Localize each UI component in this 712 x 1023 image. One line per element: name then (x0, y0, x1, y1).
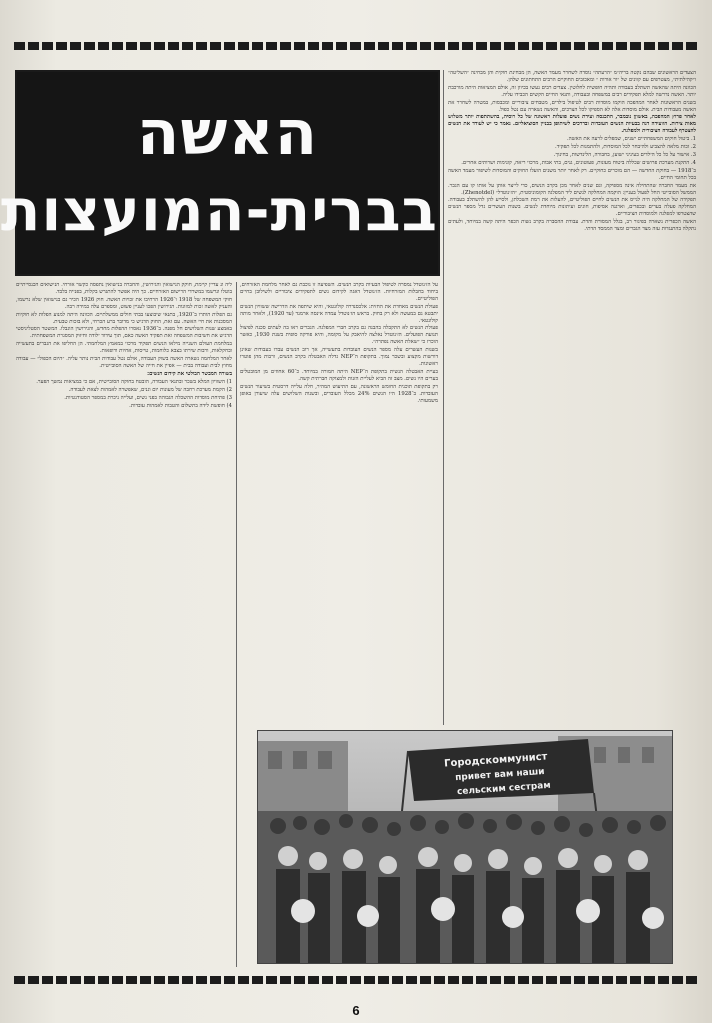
border-dash (588, 976, 599, 984)
border-dash (392, 976, 403, 984)
paragraph: רק בתקופת תוכנית החומש הראשונה, עם התיעוש המהיר, חלה עלייה דרסטית בשיעור הנשים העובדות. ב־1928 היו הנשים 24% מכלל העובדים, ובשנות השלושים עלה שיעורן באופן משמעותי. (240, 383, 438, 404)
column-divider (443, 70, 444, 725)
border-dash (56, 976, 67, 984)
border-dash (378, 42, 389, 50)
paragraph: על הז׳נוטדל נמסרה לטיפול הבעיות בקרב הנשים. השפיעה זו נוכבת גם לאחר מלחמת האזרחים, ביחוד בחבלות המזרחיות. הז׳נוטדל דאגה לקידום נשים לתפקידים ציבוריים ולשילובן בחיים הפוליטיים. (240, 282, 438, 302)
banner-text-3: сельским сестрам (456, 780, 552, 798)
border-dash (420, 976, 431, 984)
border-dash (350, 976, 361, 984)
paragraph: בשנות העשרים עלה מספר הנשים העובדות בתעשייה, אך רוב הנשים עבדו בעבודות שאינן דורשות מקצוע ובשכר נמוך. בתקופת ה־NEP גדלה האבטלה בקרב הנשים, ורבות מהן פוטרו ראשונות. (240, 347, 438, 367)
border-dash (490, 42, 501, 50)
border-dash (112, 42, 123, 50)
border-dash (504, 976, 515, 984)
border-dash (546, 42, 557, 50)
border-dash (294, 976, 305, 984)
border-dash (56, 42, 67, 50)
border-dash (168, 976, 179, 984)
border-dash (98, 42, 109, 50)
paragraph: את מעמד החברה שהתחילה אינה מספיקה, וגם שנים לאחר מכן בקרב הנשים, כדי לייצר אותן על אותו קו עם הגבר. הממשל הסובייטי החל לפעול בעניין: הוקמה המחלקה לנשים ליד המפלגה הקומוניסטית, ״הז׳נוטדל״ (Zhenotdel). (448, 182, 696, 196)
paragraph: בעיית האבטלה הנשית בתקופת ה־NEP היתה חמורה במיוחד. כ־60 אחוזים מן המובטלים בערים היו נשים. מצב זה הביא לעליית הזנות ולמצוקה חברתית קשה. (240, 368, 438, 382)
top-border (14, 42, 698, 50)
paragraph: לאחר המלחמה נשארה האשה בשוק העבודה, אולם נטל עבודות הבית נותר עליה. ״היום הכפול״ — עבודה מחוץ לבית ועבודה בבית — אפיין את חייה של האשה הסובייטית. (16, 356, 232, 369)
border-dash (616, 976, 627, 984)
border-dash (630, 42, 641, 50)
border-dash (42, 42, 53, 50)
column-divider (236, 282, 237, 967)
border-dash (364, 976, 375, 984)
border-dash (70, 976, 81, 984)
paragraph: באמצע שנות השלושים חל מפנה. ב־1936 נאסרו ההפלות מחדש, והגירושין הוגבלו. המשטר הסטליניסטי הדגיש את חשיבות המשפחה ואת תפקיד האשה כאם, תוך עידוד ילודה וחיזוק המסגרת המשפחתית. (16, 326, 232, 340)
list-item: 3. אישור על כל כל הילדים בעיניני ישוען, בחבורה, הלינדשות, בחינוך. (553, 151, 696, 158)
border-dash (280, 42, 291, 50)
border-dash (280, 976, 291, 984)
border-dash (476, 976, 487, 984)
border-dash (238, 42, 249, 50)
paragraph: גם הפלות הותרו ב־1920, בתנאי שיבוצעו בבתי חולים ממשלתיים. הכוונה היתה למנוע הפלות לא חוקיות המסכנות את חיי האשה. עם זאת, החוק הדגיש כי מדובר ברע הכרחי, ולא בזכות טבעית. (16, 311, 232, 325)
border-dash (84, 42, 95, 50)
border-dash (392, 42, 403, 50)
article-column-right-lower (448, 560, 696, 725)
paragraph: בשנים הראשונות לאחר המהפכה הוקמו מוסדות רבים לטיפול בילדים, מטבחים ציבוריים ומכבסות, במטרה לשחרר את האשה מעבודות הבית. אולם מוסדות אלה לא הספיקו לכל הצרכים, והאשה נשארה עם נטל כפול. (448, 99, 696, 113)
border-dash (686, 976, 697, 984)
border-dash (140, 976, 151, 984)
border-dash (434, 42, 445, 50)
border-dash (518, 976, 529, 984)
border-dash (434, 976, 445, 984)
border-dash (364, 42, 375, 50)
border-dash (112, 976, 123, 984)
border-dash (126, 42, 137, 50)
border-dash (672, 42, 683, 50)
border-dash (126, 976, 137, 984)
list-item: 2) הקמת מערכת רחבה של מעונות יום וגנים, שאפשרה לאמהות לצאת לעבודה. (68, 386, 232, 393)
border-dash (616, 42, 627, 50)
headline-line-1: האשה (136, 96, 319, 169)
border-dash (588, 42, 599, 50)
border-dash (154, 42, 165, 50)
border-dash (308, 42, 319, 50)
border-dash (210, 42, 221, 50)
border-dash (448, 42, 459, 50)
border-dash (490, 976, 501, 984)
border-dash (672, 976, 683, 984)
list-item: 3) פתיחת מוסדות ההשכלה הגבוהה בפני נשים, ועלייה ניכרת במספר הסטודנטיות. (64, 394, 232, 401)
border-dash (532, 976, 543, 984)
paragraph: ליה ונ עדיין קיימת, חוקק הנישואין והגירושין, והחברה בנישואין נתפסה כקשר אזרחי. הנישואים הכנסייתיים בוטלו ונרשמו במשרדי הרישום האזרחיים. כך היה אפשר להתגרש בקלות, בפנייה בלבד. (16, 282, 232, 295)
border-dash (252, 976, 263, 984)
border-dash (532, 42, 543, 50)
border-dash (98, 976, 109, 984)
border-dash (336, 976, 347, 984)
border-dash (406, 976, 417, 984)
border-dash (462, 42, 473, 50)
border-dash (154, 976, 165, 984)
border-dash (14, 42, 25, 50)
border-dash (196, 976, 207, 984)
border-dash (182, 42, 193, 50)
border-dash (42, 976, 53, 984)
border-dash (518, 42, 529, 50)
border-dash (224, 976, 235, 984)
list-item: 4. התקנת מערכת פרושים שכללה ביטוח מעונות, פעוטונים, גנים, בתי אבות, מרכזי ריאה, קונימות ושרותים אחרים. (461, 159, 696, 166)
border-dash (182, 976, 193, 984)
border-dash (168, 42, 179, 50)
border-dash (602, 42, 613, 50)
border-dash (28, 976, 39, 984)
border-dash (14, 976, 25, 984)
list-item: 4) חופשת לידה בתשלום והטבות לאמהות עובדות. (129, 402, 232, 409)
crowd-demonstration-image (258, 731, 672, 963)
border-dash (84, 976, 95, 984)
list-item: 1) השוויון המלא בשכר ובתנאי העבודה, הובטח בחוקה הסובייטית, אם כי במציאות נמשך הפער. (36, 378, 232, 385)
border-dash (196, 42, 207, 50)
border-dash (322, 42, 333, 50)
border-dash (504, 42, 515, 50)
historical-photo (257, 730, 673, 964)
border-dash (644, 976, 655, 984)
border-dash (70, 42, 81, 50)
paragraph: פעולת הנשים מאחדת את החזית: אלכסנדרה קולונטאי, והיא שיתפה את הדרישה ששוויון הנשים יתבטא גם במעשה ולא רק בחוק. בראש הז׳נוטדל עמדה אינסה ארמנד (עד 1920), ולאחר מותה קולונטאי. (240, 303, 438, 324)
border-dash (140, 42, 151, 50)
paragraph: במלחמת העולם השנייה מילאו הנשים תפקיד מרכזי במאמץ המלחמתי. הן החליפו את הגברים בתעשייה ובחקלאות, ורבות שירתו בצבא כלוחמות, טייסות, אחיות ורופאות. (16, 341, 232, 355)
list-item: 2. זכות מלאה להצביע ולהיבחר לכל המוסדות, ולהתמנות לכל תפקיד. (555, 144, 696, 151)
border-dash (602, 976, 613, 984)
border-dash (322, 976, 333, 984)
border-dash (28, 42, 39, 50)
border-dash (560, 976, 571, 984)
border-dash (350, 42, 361, 50)
border-dash (630, 976, 641, 984)
article-column-left (16, 282, 232, 967)
border-dash (210, 976, 221, 984)
headline-line-2: בברית-המועצות (0, 176, 438, 244)
border-dash (644, 42, 655, 50)
border-dash (378, 976, 389, 984)
list-item: 1. ביטול חוקים המשפחתיים ישנים, שמפלים לרעה את האשה. (567, 136, 696, 143)
border-dash (294, 42, 305, 50)
border-dash (224, 42, 235, 50)
border-dash (574, 976, 585, 984)
border-dash (266, 42, 277, 50)
paragraph: הצעדים הראשונים שבהם נקטה בריה״מ ״הרעתה״ נוסדה לשחרר מעמד האשה, הן מבחינת חוקית והן מבחינה ״השליטה״ ו״קהילתית״, מצטרפים עם קוונים של ״ור אורות ״ ומאכזבים החוקיים הרבים התחתונים שלהן. (448, 70, 696, 83)
border-dash (546, 976, 557, 984)
headline-box (0, 72, 438, 274)
paragraph: חוקי המשפחה של 1918 ו־1926 הרחיבו את זכויות האשה. חוק 1926 הכיר גם בנישואין שלא נרשמו, והעניק לאשה זכות למזונות. הגירושין הפכו לעניין פשוט, ומספרם עלה במידה רבה. (16, 296, 232, 310)
paragraph: לאחר פרוץ המהפכה, באשוןן נובמבר, התכנסה ועידת נשים פועלות ראשונה של כל רוסיה, בהשתתפות יותר משלוש מאות צירות. הוועידה דנה בבעיות הנשים העובדות ובדרכים לשיתופן בבניין הסוציאליזם. נאמר כי יש לעודד את הנשים להצטרף לעבודה הציבורית ולמפלגה. (448, 114, 696, 135)
border-dash (574, 42, 585, 50)
list-title: בשורה המבשר הבולטי את קידום הנשים: (147, 370, 232, 377)
border-dash (406, 42, 417, 50)
border-dash (336, 42, 347, 50)
border-dash (266, 976, 277, 984)
border-dash (462, 976, 473, 984)
page-number: 6 (352, 1003, 360, 1018)
border-dash (448, 976, 459, 984)
paragraph: האשה הכפרית נשארה בפיגור רב, בגלל המסורת והדת. עבודת ההסברה בקרב נשות הכפר היתה קשה במיוחד, ולעתים נתקלה בהתנגדות עזה מצד הגברים ומצד הממסד הדתי. (448, 219, 696, 233)
border-dash (560, 42, 571, 50)
article-column-middle (240, 282, 438, 722)
border-dash (238, 976, 249, 984)
paragraph: פעולת הנשים לא התקבלה בהבנה גם בקרב חברי המפלגה. הגברים ראו בה לעתים סכנה לפיצול תנועת הפועלים. הז׳נוטדל נאלצה להיאבק על מקומה, והיא פורקה סופית בשנת 1930, כאשר הוכרז כי ״שאלת האשה נפתרה״. (240, 325, 438, 346)
banner-text-2: привет вам наши (454, 766, 545, 784)
border-dash (252, 42, 263, 50)
border-dash (658, 42, 669, 50)
paragraph: תפקידה של המחלקה היה לגייס את הנשים לחיים הפוליטיים, להעלות את רמת השכלתן, ולסייע להן להשתלב בעבודה. המחלקה פעלה בערים ובכפרים, וארגנה אסיפות, חוגים ועיתונות מיוחדת לנשים. בשנות העשרים גדל מספר הנשים שהצטרפו למפלגה ולמוסדות הציבוריים. (448, 197, 696, 218)
border-dash (420, 42, 431, 50)
border-dash (686, 42, 697, 50)
border-dash (308, 976, 319, 984)
border-dash (476, 42, 487, 50)
bottom-border (14, 976, 698, 984)
banner-text-1: Городскоммунист (443, 751, 548, 770)
paragraph: ב־1918 — בחוקת החדשה — הם מוכרים כחוקיים. רק לאחר יותר משנים הועלו החוקים והמוסדות לשיפור מעמד האשה בכל תחומי החיים. (448, 167, 696, 181)
paragraph: הכוונה היתה שהאשה תשתלב בעבודה ותהיה חופשית לחלוטין. צעדים רבים נעשו בכיוון זה, אולם המציאות היתה מורכבת יותר. האשה נדרשה למלא תפקידים רבים במשפחה ובעבודה, ותנאי החיים הקשים הכבידו עליה. (448, 84, 696, 98)
border-dash (658, 976, 669, 984)
